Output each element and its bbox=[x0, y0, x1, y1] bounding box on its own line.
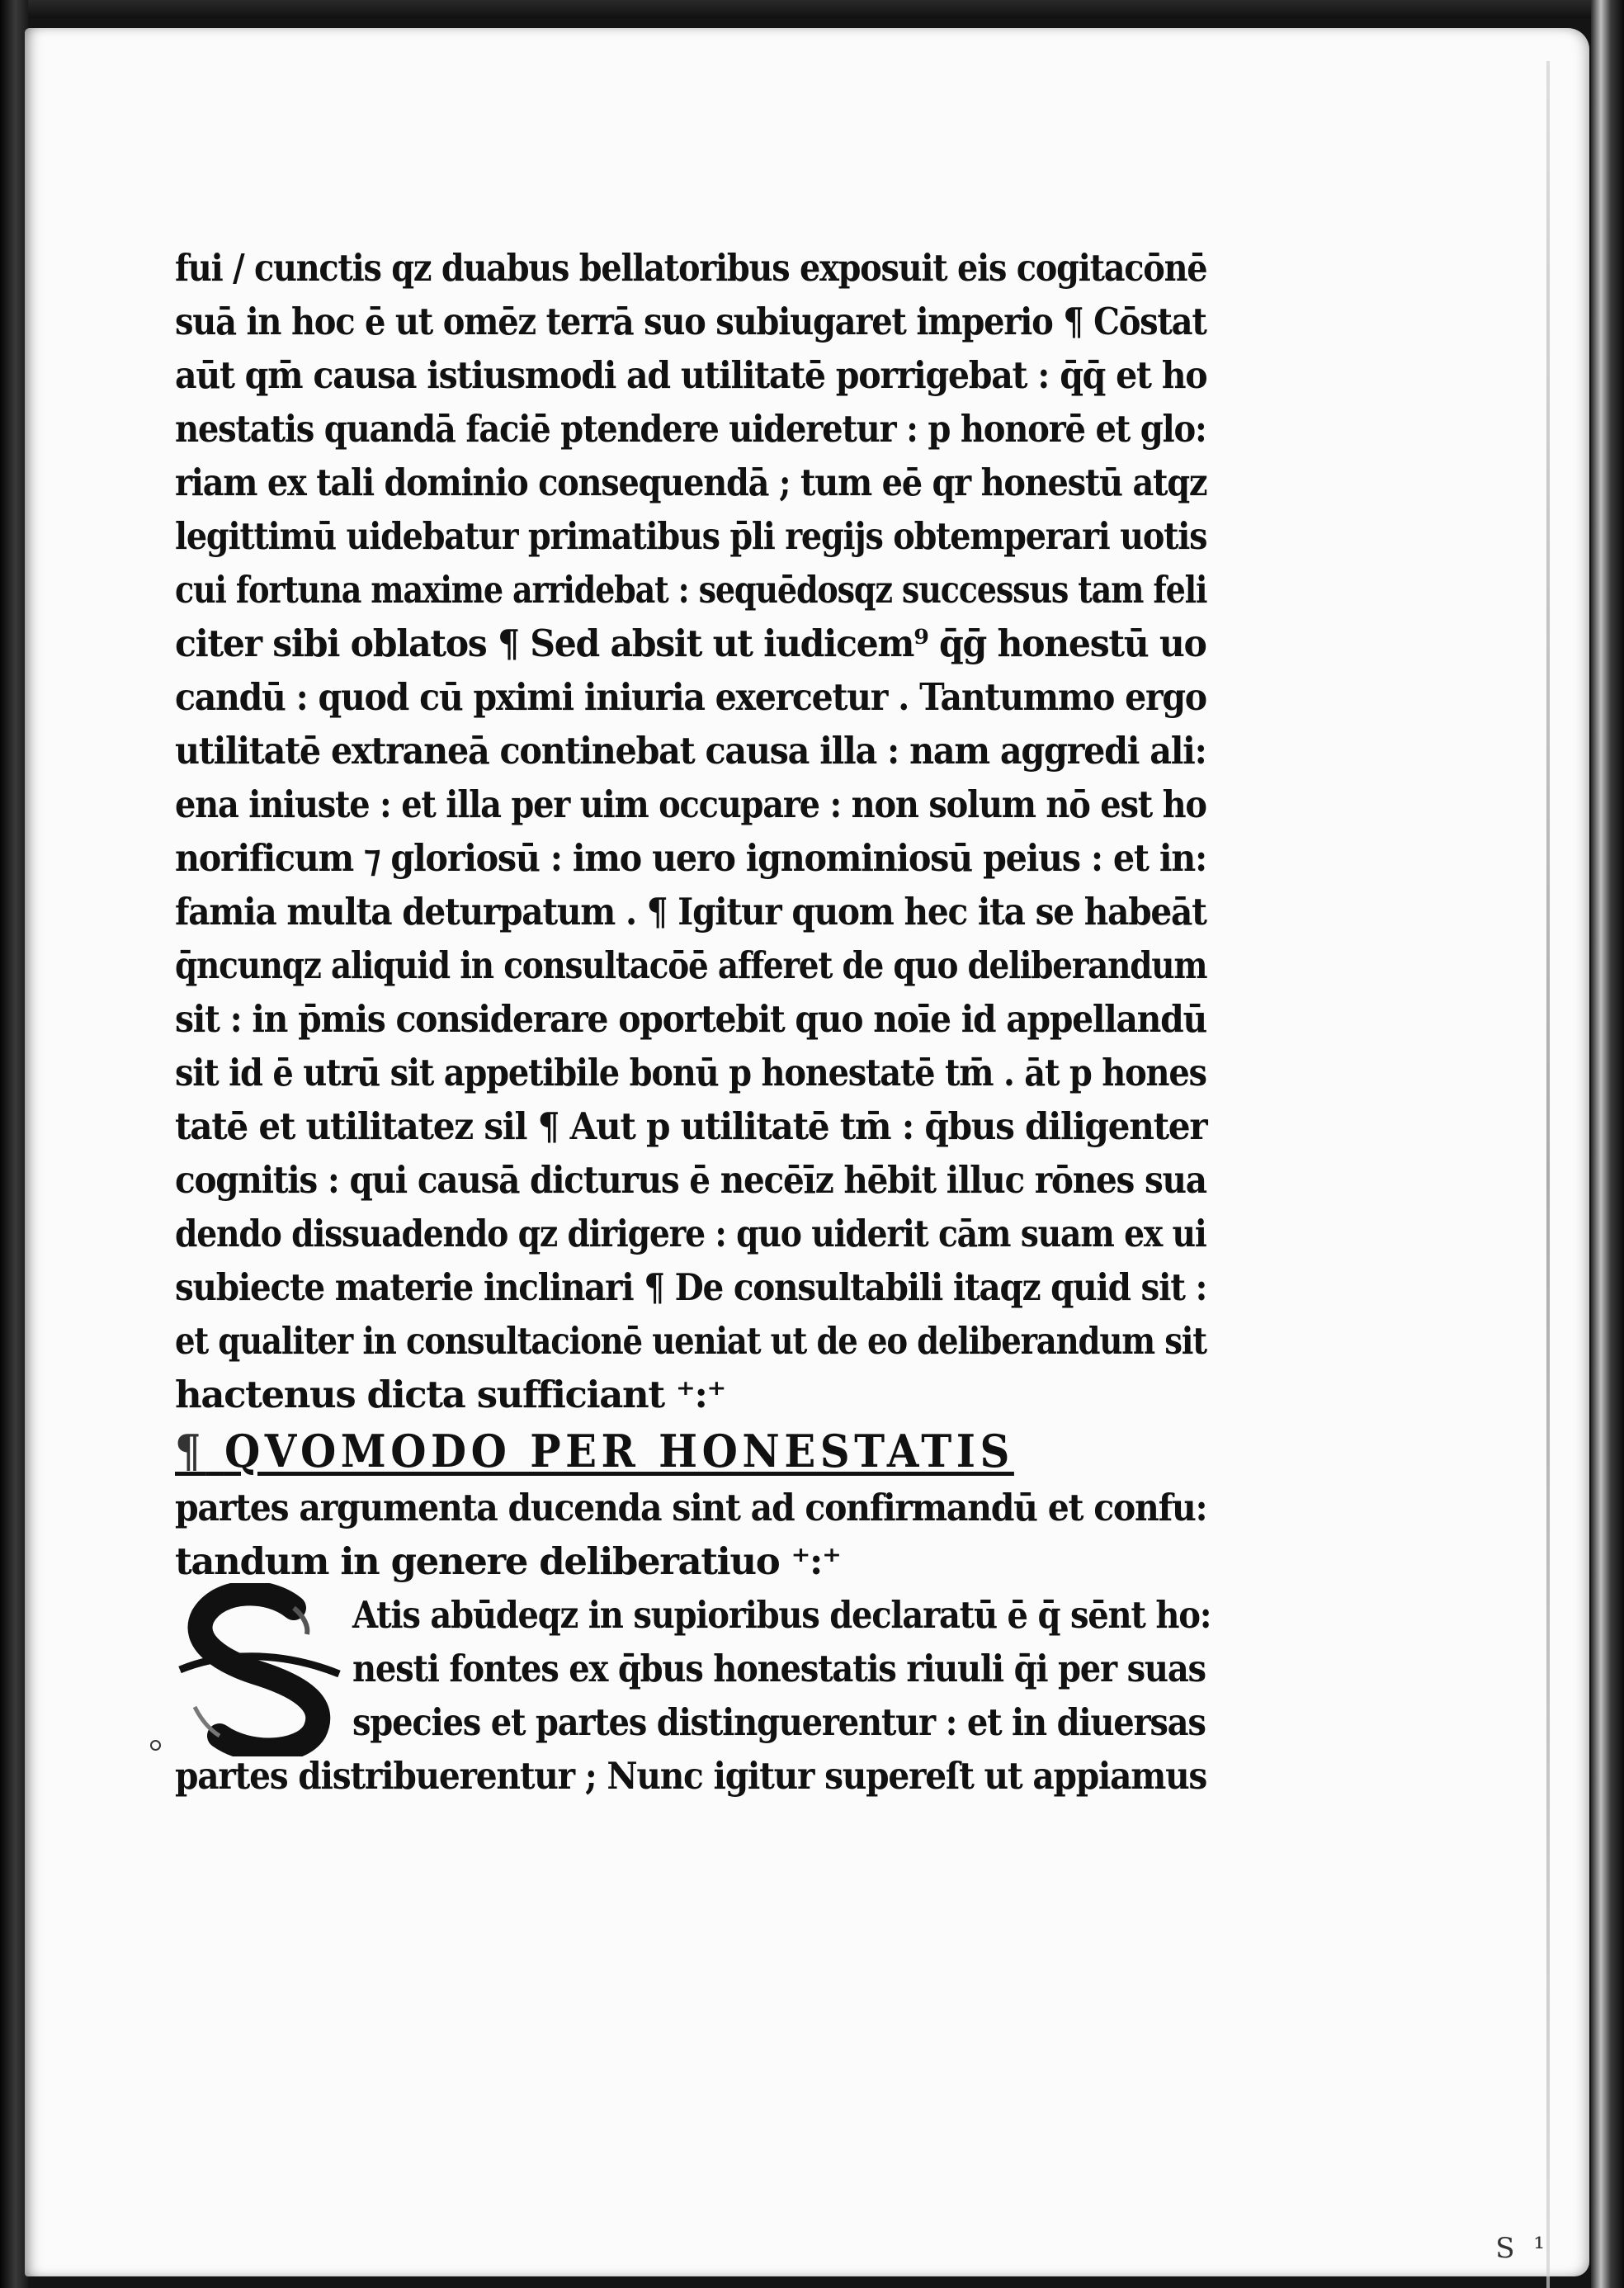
text-line: hactenus dicta sufficiant ⁺:⁺ bbox=[175, 1373, 725, 1416]
margin-speck bbox=[150, 1740, 161, 1751]
heading-line: partes argumenta ducenda sint ad confirmandū et confu: bbox=[175, 1486, 1207, 1529]
text-line: fui / cunctis qz duabus bellatoribus exposuit eis cogitacōnē bbox=[175, 246, 1207, 290]
text-line: famia multa deturpatum . ¶ Igitur quom hec ita se habeāt bbox=[175, 890, 1206, 934]
text-line: ena iniuste : et illa per uim occupare : non solum nō est ho bbox=[175, 782, 1206, 826]
chapter-heading-text: QVOMODO PER HONESTATIS bbox=[224, 1425, 1014, 1477]
text-line: Atis abūdeqz in supioribus declaratū ē q̄ sēnt ho: bbox=[352, 1593, 1211, 1637]
initial-paragraph-lines bbox=[352, 1588, 1316, 1749]
text-line: cognitis : qui causā dicturus ē necēīz hēbit illuc rōnes sua bbox=[175, 1158, 1206, 1202]
text-line: partes distribuerentur ; Nunc igitur supereſt ut appiamus bbox=[175, 1754, 1207, 1798]
text-line: nestatis quandā faciē ptendere uideretur : p honorē et glo: bbox=[175, 407, 1206, 451]
text-line: cui fortuna maxime arridebat : sequēdosqz successus tam feli bbox=[175, 568, 1207, 612]
text-line: aūt qm̄ causa istiusmodi ad utilitatē porrigebat : q̄q̄ et ho bbox=[175, 353, 1207, 397]
text-line: subiecte materie inclinari ¶ De consultabili itaqz quid sit : bbox=[175, 1265, 1207, 1309]
text-line: norificum ⁊ gloriosū : imo uero ignominiosū peius : et in: bbox=[175, 836, 1206, 880]
text-line: candū : quod cū pximi iniuria exercetur . Tantummo ergo bbox=[175, 675, 1206, 719]
folio-number: S ¹ bbox=[1495, 2232, 1550, 2265]
text-line: utilitatē extraneā continebat causa illa : nam aggredi ali: bbox=[175, 729, 1206, 773]
text-block bbox=[175, 241, 1211, 1803]
text-line: et qualiter in consultacionē ueniat ut de eo deliberandum sit bbox=[175, 1319, 1206, 1363]
book-spine-shadow bbox=[0, 0, 28, 2288]
text-line: citer sibi oblatos ¶ Sed absit ut iudicem⁹ q̄ḡ honestū uo bbox=[175, 622, 1206, 665]
book-fore-edge bbox=[1591, 0, 1624, 2288]
page-edge-line bbox=[1546, 61, 1550, 2288]
text-line: nesti fontes ex q̄bus honestatis riuuli q̄i per suas bbox=[352, 1647, 1206, 1690]
text-line: dendo dissuadendo qz dirigere : quo uiderit cām suam ex ui bbox=[175, 1212, 1206, 1255]
text-line: sit : in p̄mis considerare oportebit quo noīe id appellandū bbox=[175, 997, 1206, 1041]
text-line: sit id ē utrū sit appetibile bonū p honestatē tm̄ . āt p hones bbox=[175, 1051, 1206, 1094]
paragraph-1 bbox=[175, 241, 1206, 1421]
text-line: species et partes distinguerentur : et in diuersas bbox=[352, 1700, 1206, 1744]
initial-letter-graphic bbox=[170, 1583, 352, 1756]
text-line: q̄ncunqz aliquid in consultacōē afferet de quo deliberandum bbox=[175, 943, 1207, 987]
decorated-initial-s bbox=[170, 1583, 352, 1756]
scan-top-edge bbox=[0, 0, 1624, 18]
pilcrow-mark: ¶ bbox=[175, 1425, 206, 1477]
chapter-heading bbox=[175, 1421, 1124, 1481]
heading-line: tandum in genere deliberatiuo ⁺:⁺ bbox=[175, 1539, 841, 1583]
text-line: legittimū uidebatur primatibus p̄li regijs obtemperari uotis bbox=[175, 514, 1207, 558]
text-line: tatē et utilitatez sil ¶ Aut p utilitatē tm̄ : q̄bus diligenter bbox=[175, 1104, 1207, 1148]
initial-paragraph bbox=[175, 1588, 1211, 1749]
text-line: riam ex tali dominio consequendā ; tum eē qr honestū atqz bbox=[175, 461, 1207, 504]
text-line: suā in hoc ē ut omēz terrā suo subiugaret imperio ¶ Cōstat bbox=[175, 300, 1206, 343]
